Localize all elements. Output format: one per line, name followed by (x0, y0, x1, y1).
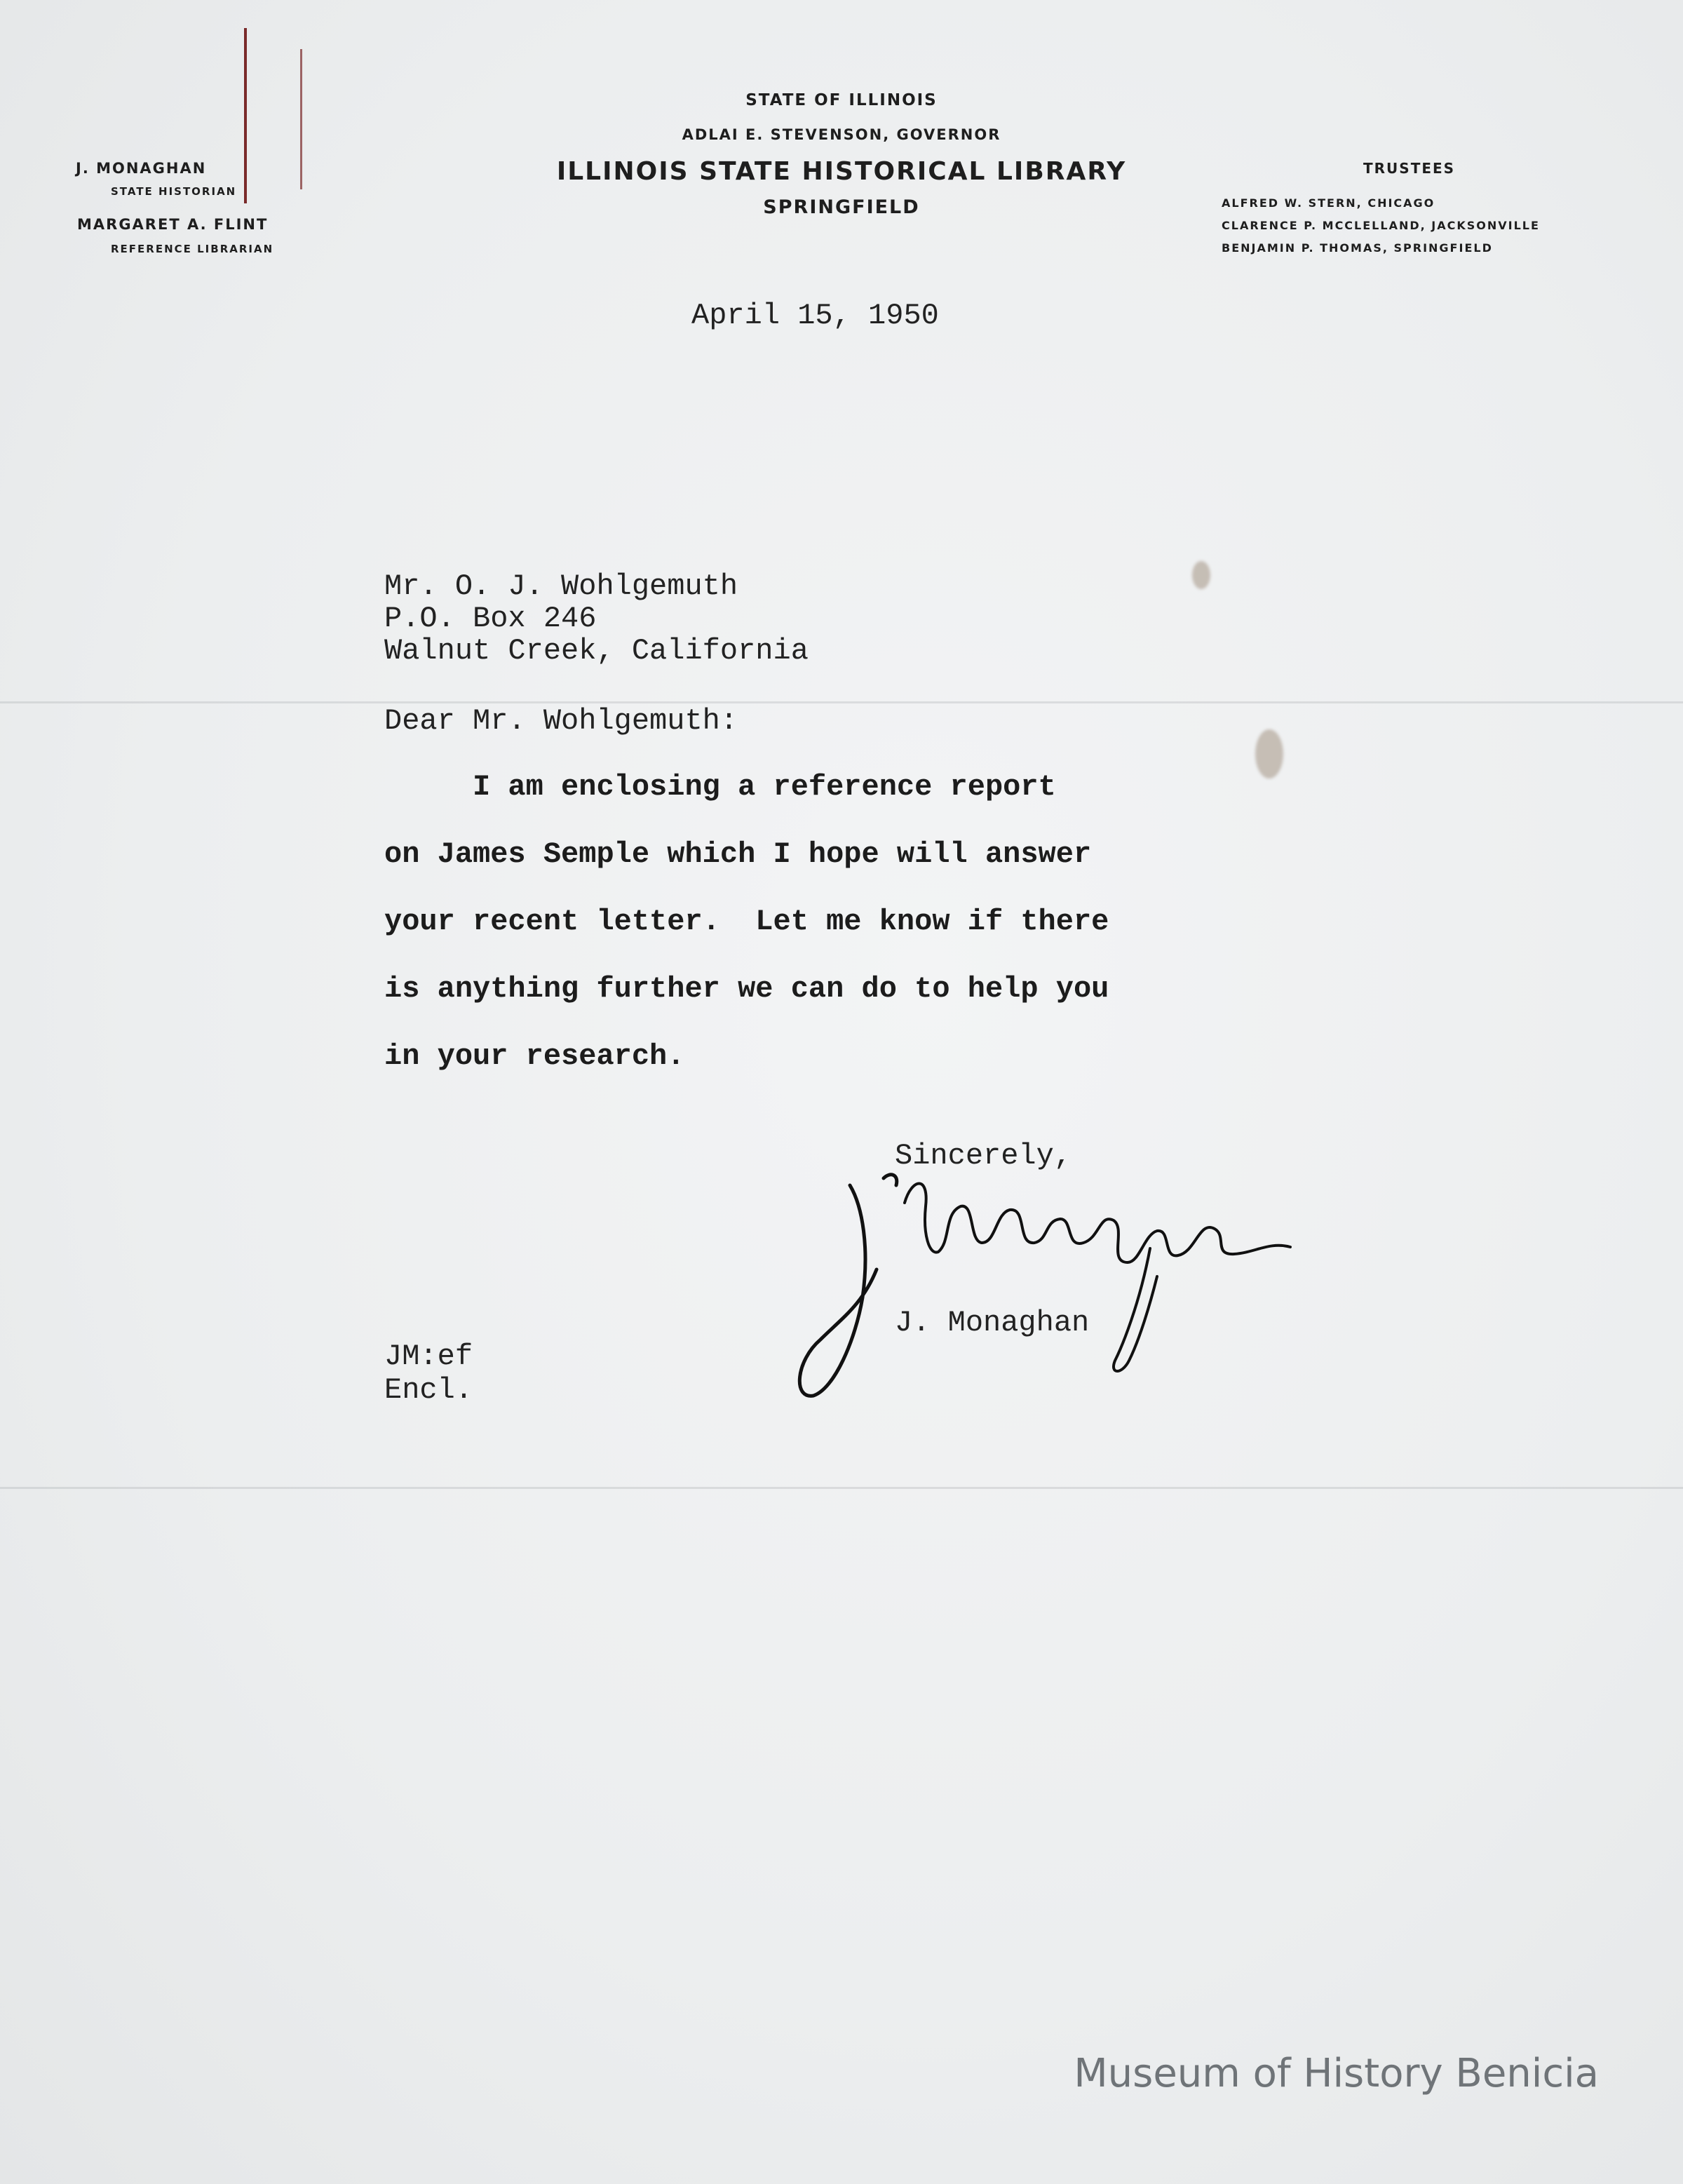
enclosure-note: Encl. (384, 1373, 473, 1407)
salutation: Dear Mr. Wohlgemuth: (384, 704, 738, 738)
staff-title: REFERENCE LIBRARIAN (111, 243, 274, 255)
body-line: on James Semple which I hope will answer (384, 837, 1092, 871)
closing: Sincerely, (895, 1139, 1072, 1173)
ink-mark (300, 49, 302, 189)
staff-name: MARGARET A. FLINT (77, 216, 269, 233)
trustee-line: CLARENCE P. MCCLELLAND, JACKSONVILLE (1222, 219, 1540, 232)
letterhead-state: STATE OF ILLINOIS (745, 91, 938, 109)
paper-stain (1192, 561, 1210, 589)
body-line: in your research. (384, 1039, 685, 1073)
museum-watermark: Museum of History Benicia (1074, 2051, 1599, 2096)
paper-stain (1255, 729, 1283, 778)
recipient-po-box: P.O. Box 246 (384, 602, 597, 635)
trustee-line: ALFRED W. STERN, CHICAGO (1222, 196, 1435, 210)
trustee-line: BENJAMIN P. THOMAS, SPRINGFIELD (1222, 241, 1493, 255)
body-line: is anything further we can do to help you (384, 972, 1109, 1006)
letter-date: April 15, 1950 (691, 299, 939, 332)
typed-name: J. Monaghan (895, 1306, 1090, 1340)
letterhead-library: ILLINOIS STATE HISTORICAL LIBRARY (556, 157, 1127, 186)
handwritten-signature (785, 1164, 1332, 1417)
body-line: your recent letter. Let me know if there (384, 905, 1109, 938)
letterhead-governor: ADLAI E. STEVENSON, GOVERNOR (682, 126, 1001, 143)
paper-fold (0, 1487, 1683, 1489)
body-line: I am enclosing a reference report (384, 770, 1056, 804)
reference-initials: JM:ef (384, 1340, 473, 1373)
staff-name: J. MONAGHAN (76, 160, 207, 177)
ink-mark (244, 28, 247, 203)
letterhead-city: SPRINGFIELD (763, 196, 920, 218)
paper-fold (0, 701, 1683, 703)
staff-title: STATE HISTORIAN (111, 185, 237, 198)
recipient-city: Walnut Creek, California (384, 634, 809, 668)
recipient-name: Mr. O. J. Wohlgemuth (384, 569, 738, 603)
trustees-heading: TRUSTEES (1363, 160, 1456, 177)
